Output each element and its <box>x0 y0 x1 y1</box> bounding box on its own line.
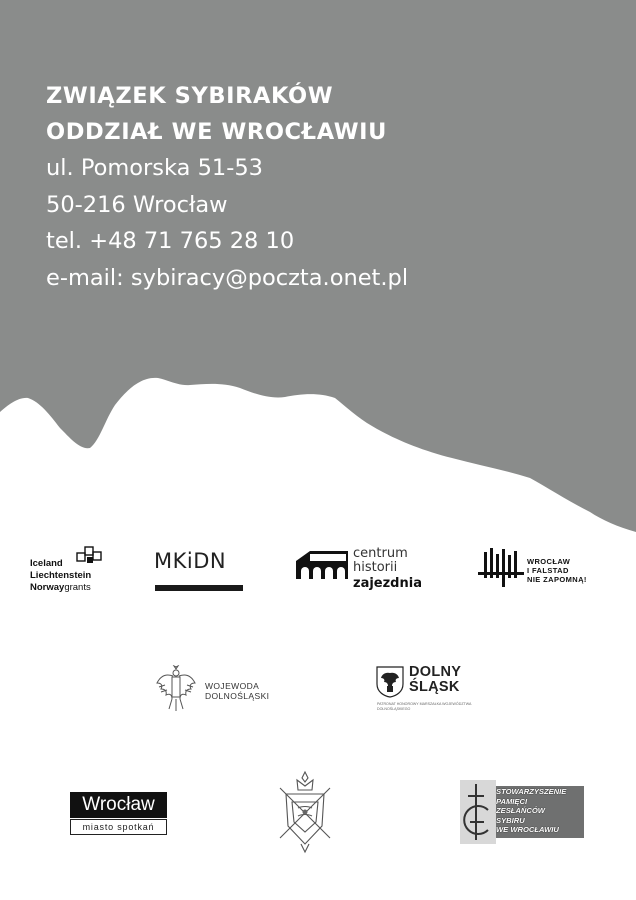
military-emblem-icon <box>272 770 338 854</box>
eea-grants-logo <box>30 545 110 597</box>
stowarzyszenie-line4: SYBIRU <box>496 815 525 825</box>
postal-city: 50-216 Wrocław <box>46 191 228 218</box>
falstad-line1: WROCŁAW <box>527 557 571 566</box>
stowarzyszenie-line5: WE WROCŁAWIU <box>496 825 559 834</box>
stowarzyszenie-line3: ZESŁAŃCÓW <box>496 806 545 815</box>
stowarzyszenie-logo <box>460 780 586 844</box>
eea-line1: Iceland <box>30 558 63 569</box>
stowarzyszenie-line1: STOWARZYSZENIE <box>496 787 567 796</box>
eea-line3-bold: Norway <box>30 582 65 593</box>
wojewoda-line2: DOLNOŚLĄSKI <box>205 691 270 701</box>
falstad-logo <box>478 546 598 596</box>
mkidn-bar <box>155 585 243 591</box>
stowarzyszenie-line2: PAMIĘCI <box>496 796 528 806</box>
falstad-line3: NIE ZAPOMNĄ! <box>527 575 587 584</box>
phone-number: tel. +48 71 765 28 10 <box>46 228 295 254</box>
dolny-slask-line2: ŚLĄSK <box>409 679 460 695</box>
eea-squares-icon <box>76 545 104 567</box>
dolny-slask-line1: DOLNY <box>409 664 462 680</box>
eagle-icon <box>155 665 197 713</box>
zajezdnia-line3: zajezdnia <box>353 576 422 591</box>
wojewoda-logo <box>155 665 285 713</box>
wroclaw-tagline: miasto spotkań <box>70 819 167 835</box>
barcode-bars-icon <box>478 546 526 592</box>
mkidn-name: MKiDN <box>154 549 227 573</box>
street-address: ul. Pomorska 51-53 <box>46 155 263 181</box>
wroclaw-name: Wrocław <box>70 792 167 818</box>
zajezdnia-line2: historii <box>353 560 398 575</box>
coat-of-arms-icon <box>376 666 404 698</box>
organization-name: ZWIĄZEK SYBIRAKÓW <box>46 83 334 109</box>
email-address: e-mail: sybiracy@poczta.onet.pl <box>46 264 409 291</box>
organization-branch: ODDZIAŁ WE WROCŁAWIU <box>46 119 387 145</box>
zajezdnia-logo <box>296 545 436 595</box>
depot-arches-icon <box>296 549 348 579</box>
wroclaw-city-logo <box>70 792 168 836</box>
mkidn-logo <box>154 548 246 596</box>
eea-line3-thin: grants <box>64 582 91 593</box>
eea-line2: Liechtenstein <box>30 570 92 581</box>
zajezdnia-line1: centrum <box>353 546 408 561</box>
falstad-line2: I FALSTAD <box>527 566 569 575</box>
dolny-slask-small1: PATRONAT HONOROWY MARSZAŁKA WOJEWÓDZTWA <box>377 702 472 706</box>
contact-block <box>46 78 408 296</box>
dolny-slask-logo <box>376 664 486 714</box>
dolny-slask-small2: DOLNOŚLĄSKIEGO <box>377 707 411 711</box>
wojewoda-line1: WOJEWODA <box>205 681 260 691</box>
